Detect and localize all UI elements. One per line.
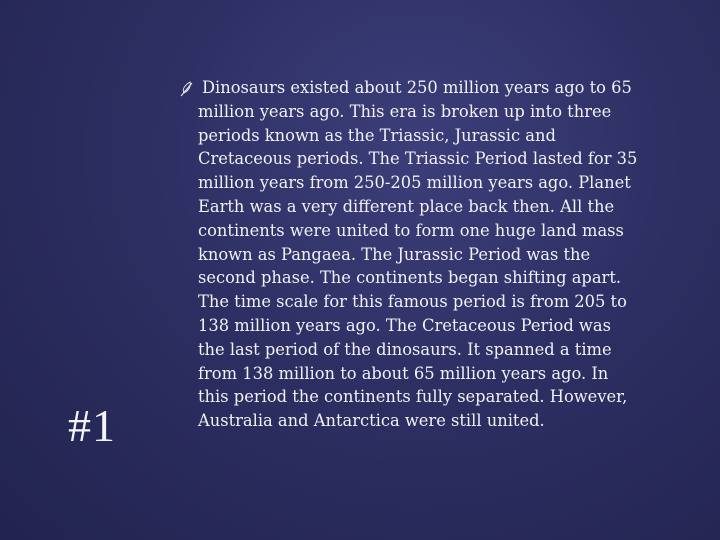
slide-number-label: #1 — [68, 400, 116, 451]
bullet-paragraph: Dinosaurs existed about 250 million years ago to 65 million years ago. This era is broken up into three periods known as the Triassic, Jurassic and Cretaceous periods. The Triassic Period lasted for 35 million years from 250-205 million years ago. Planet Earth was a very different place back then. All the continents were united to form one huge land mass known as Pangaea. The Jurassic Period was the second phase. The continents began shifting apart. The time scale for this famous period is from 205 to 138 million years ago. The Cretaceous Period was the last period of the dinosaurs. It spanned a time from 138 million to about 65 million years ago. In this period the continents fully separated. However, Australia and Antarctica were still united. — [198, 78, 638, 431]
bullet-item — [178, 76, 640, 433]
feather-quill-icon — [178, 80, 196, 98]
